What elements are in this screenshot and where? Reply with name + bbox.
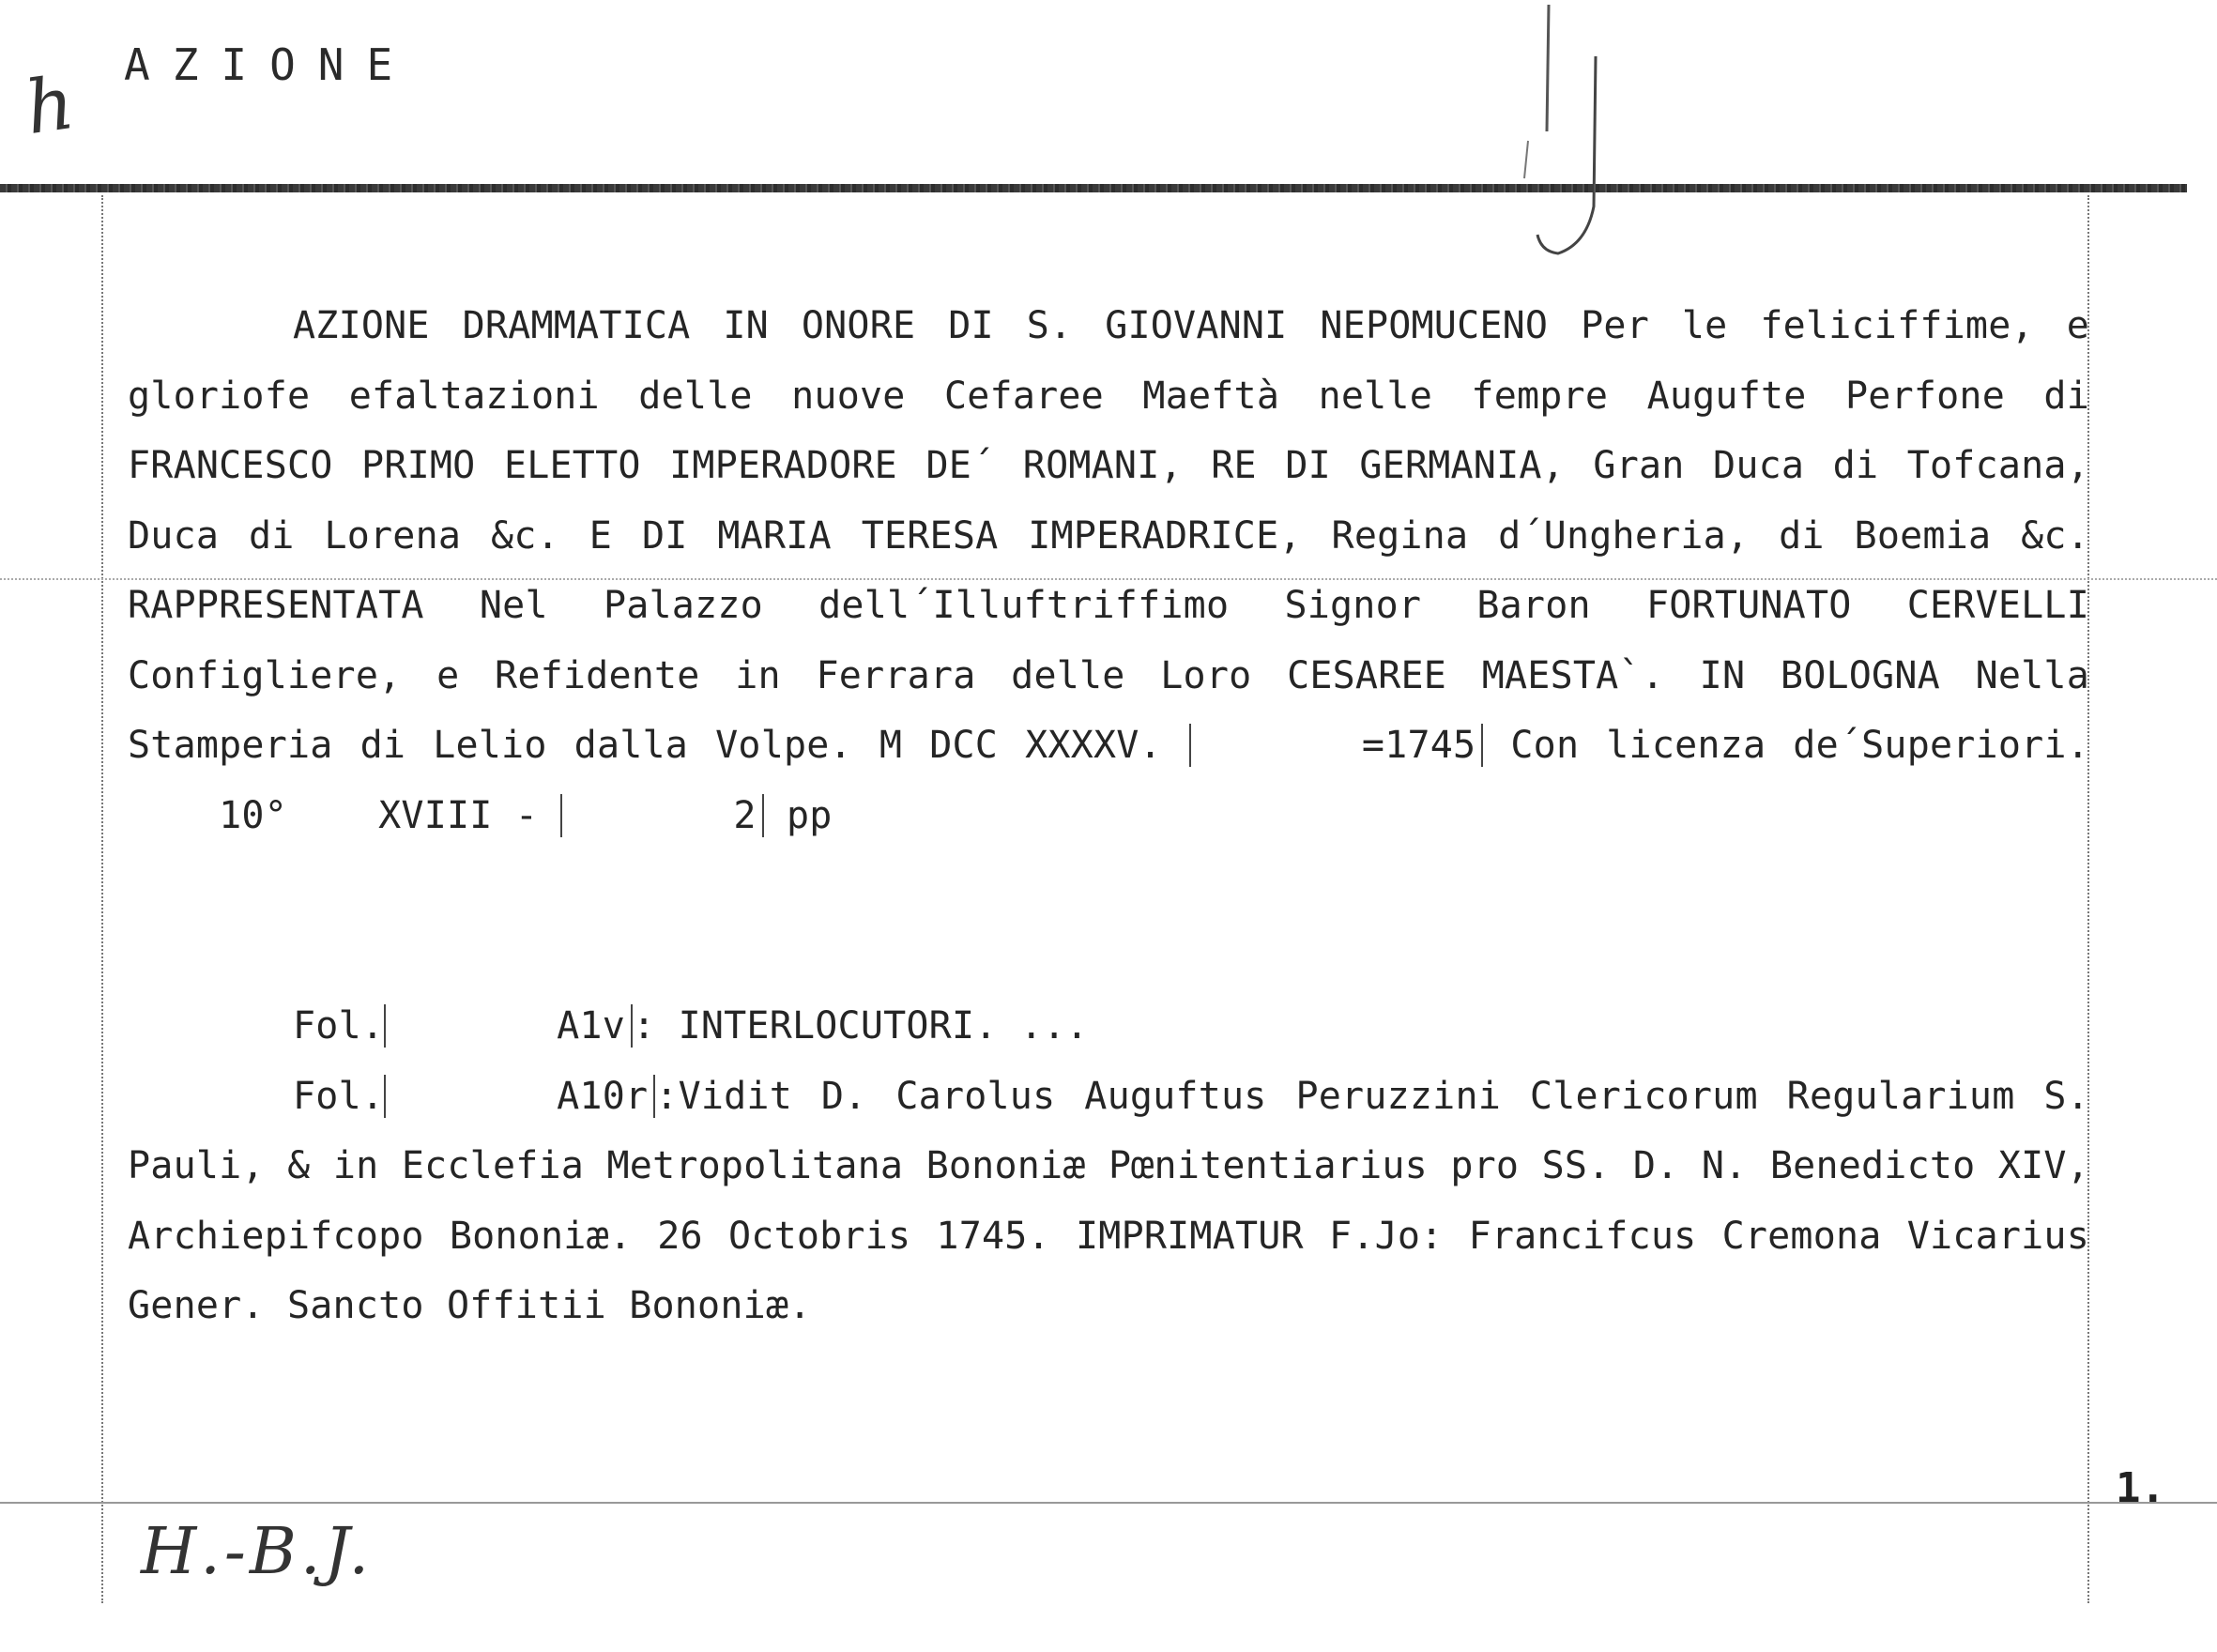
date-bracket: =1745: [1189, 724, 1483, 767]
pencil-mark-icon: [1483, 0, 1633, 272]
card-number: 1.: [2116, 1464, 2165, 1512]
bottom-rule: [0, 1502, 2217, 1504]
folio-note: Fol. A1v : INTERLOCUTORI. ...: [293, 1004, 1089, 1048]
folio-text: :Vidit D. Carolus Auguftus Peruzzini Clericorum Regularium S. Pauli, & in Ecclefia Metropolitana Bononiæ Pœnitentiarius pro SS. D. N. Benedicto XIV, Archiepifcopo Bononiæ. 26 Octobris 1745. IMPRIMATUR F.Jo: Francifcus Cremona Vicarius Gener. Sancto Offitii Bononiæ.: [128, 1074, 2089, 1327]
imprint-tail: Con licenza de´Superiori.: [1510, 724, 2089, 767]
pages-suffix: pp: [787, 793, 833, 837]
format: 10°: [219, 793, 287, 837]
pages-roman: XVIII -: [378, 793, 539, 837]
folio-ref: A1v: [384, 1004, 633, 1048]
handwritten-shelf-mark: H.-B.J.: [141, 1515, 374, 1589]
card-body: [128, 291, 2089, 1341]
pages-bracket: 2: [560, 794, 763, 837]
folio-ref: A10r: [384, 1075, 655, 1118]
folio-text: : INTERLOCUTORI. ...: [633, 1004, 1089, 1048]
bibliographic-entry: [128, 291, 2089, 850]
left-margin-line: [101, 195, 103, 1603]
entry-description: AZIONE DRAMMATICA IN ONORE DI S. GIOVANNI NEPOMUCENO Per le feliciffime, e gloriofe efaltazioni delle nuove Cefaree Maeftà nelle fempre Augufte Perfone di FRANCESCO PRIMO ELETTO IMPERADORE DE´ ROMANI, RE DI GERMANIA, Gran Duca di Tofcana, Duca di Lorena &c. E DI MARIA TERESA IMPERADRICE, Regina d´Ungheria, di Boemia &c. RAPPRESENTATA Nel Palazzo dell´Illuftriffimo Signor Baron FORTUNATO CERVELLI Configliere, e Refidente in Ferrara delle Loro CESAREE MAESTA`. IN BOLOGNA Nella Stamperia di Lelio dalla Volpe. M DCC XXXXV.: [128, 304, 2089, 767]
card-heading: AZIONE: [124, 39, 416, 90]
handwritten-mark: h: [20, 60, 80, 152]
header-rule: [0, 184, 2187, 192]
folio-note: Fol. A10r :Vidit D. Carolus Auguftus Peruzzini Clericorum Regularium S. Pauli, & in Ecclefia Metropolitana Bononiæ Pœnitentiarius pro SS. D. N. Benedicto XIV, Archiepifcopo Bononiæ. 26 Octobris 1745. IMPRIMATUR F.Jo: Francifcus Cremona Vicarius Gener. Sancto Offitii Bononiæ.: [128, 1074, 2089, 1327]
